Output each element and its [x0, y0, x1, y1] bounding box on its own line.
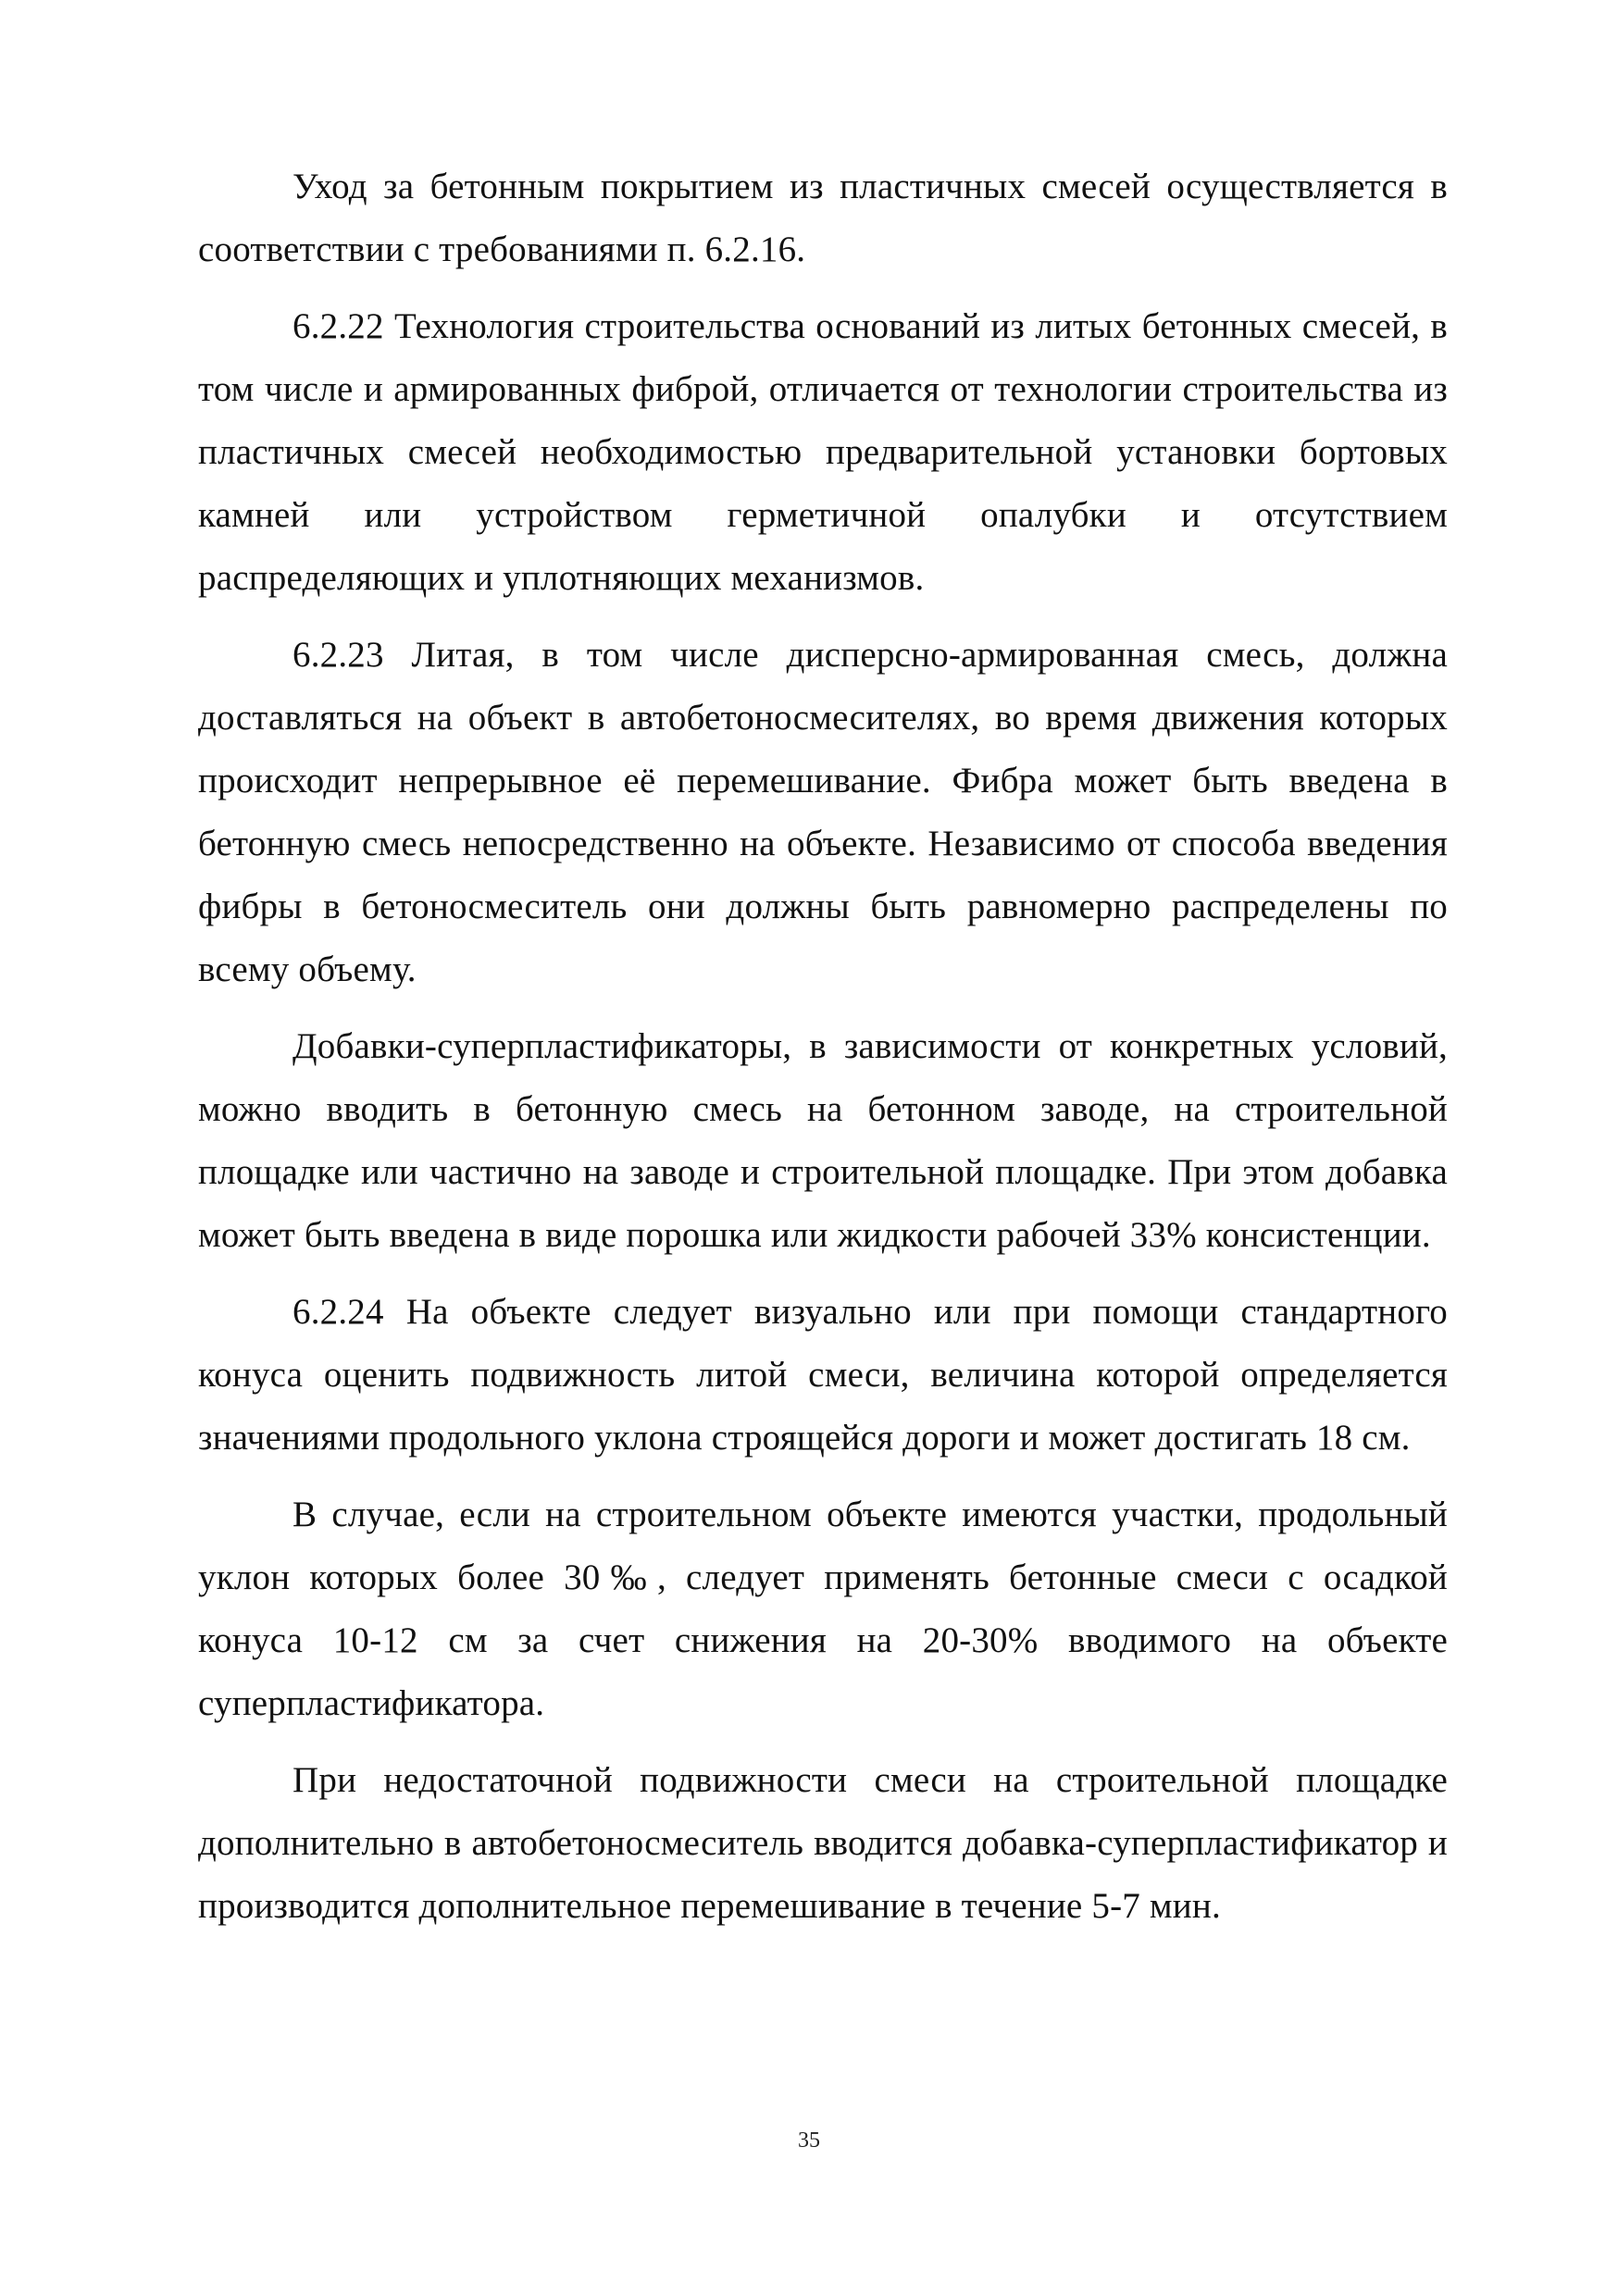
document-body	[198, 155, 1448, 1952]
paragraph-1: Уход за бетонным покрытием из пластичных смесей осуществляется в соответствии с требованиями п. 6.2.16.	[198, 167, 1448, 269]
page-number: 35	[798, 2128, 820, 2153]
paragraph-7: При недостаточной подвижности смеси на строительной площадке дополнительно в автобетоносмеситель вводится добавка-суперпластификатор и производится дополнительное перемешивание в течение 5-7 мин.	[198, 1760, 1448, 1926]
paragraph-3: 6.2.23 Литая, в том числе дисперсно-армированная смесь, должна доставляться на объект в автобетоносмесителях, во время движения которых происходит непрерывное её перемешивание. Фибра может быть введена в бетонную смесь непосредственно на объекте. Независимо от способа введения фибры в бетоносмеситель они должны быть равномерно распределены по всему объему.	[198, 635, 1448, 989]
paragraph-5: 6.2.24 На объекте следует визуально или при помощи стандартного конуса оценить подвижность литой смеси, величина которой определяется значениями продольного уклона строящейся дороги и может достигать 18 см.	[198, 1292, 1448, 1458]
paragraph-4: Добавки-суперпластификаторы, в зависимости от конкретных условий, можно вводить в бетонную смесь на бетонном заводе, на строительной площадке или частично на заводе и строительной площадке. При этом добавка может быть введена в виде порошка или жидкости рабочей 33% консистенции.	[198, 1026, 1448, 1255]
paragraph-6: В случае, если на строительном объекте имеются участки, продольный уклон которых более 30‰, следует применять бетонные смеси с осадкой конуса 10-12 см за счет снижения на 20-30% вводимого на объекте суперпластификатора.	[198, 1495, 1448, 1723]
paragraph-2: 6.2.22 Технология строительства оснований из литых бетонных смесей, в том числе и армированных фиброй, отличается от технологии строительства из пластичных смесей необходимостью предварительной установки бортовых камней или устройством герметичной опалубки и отсутствием распределяющих и уплотняющих механизмов.	[198, 306, 1448, 598]
